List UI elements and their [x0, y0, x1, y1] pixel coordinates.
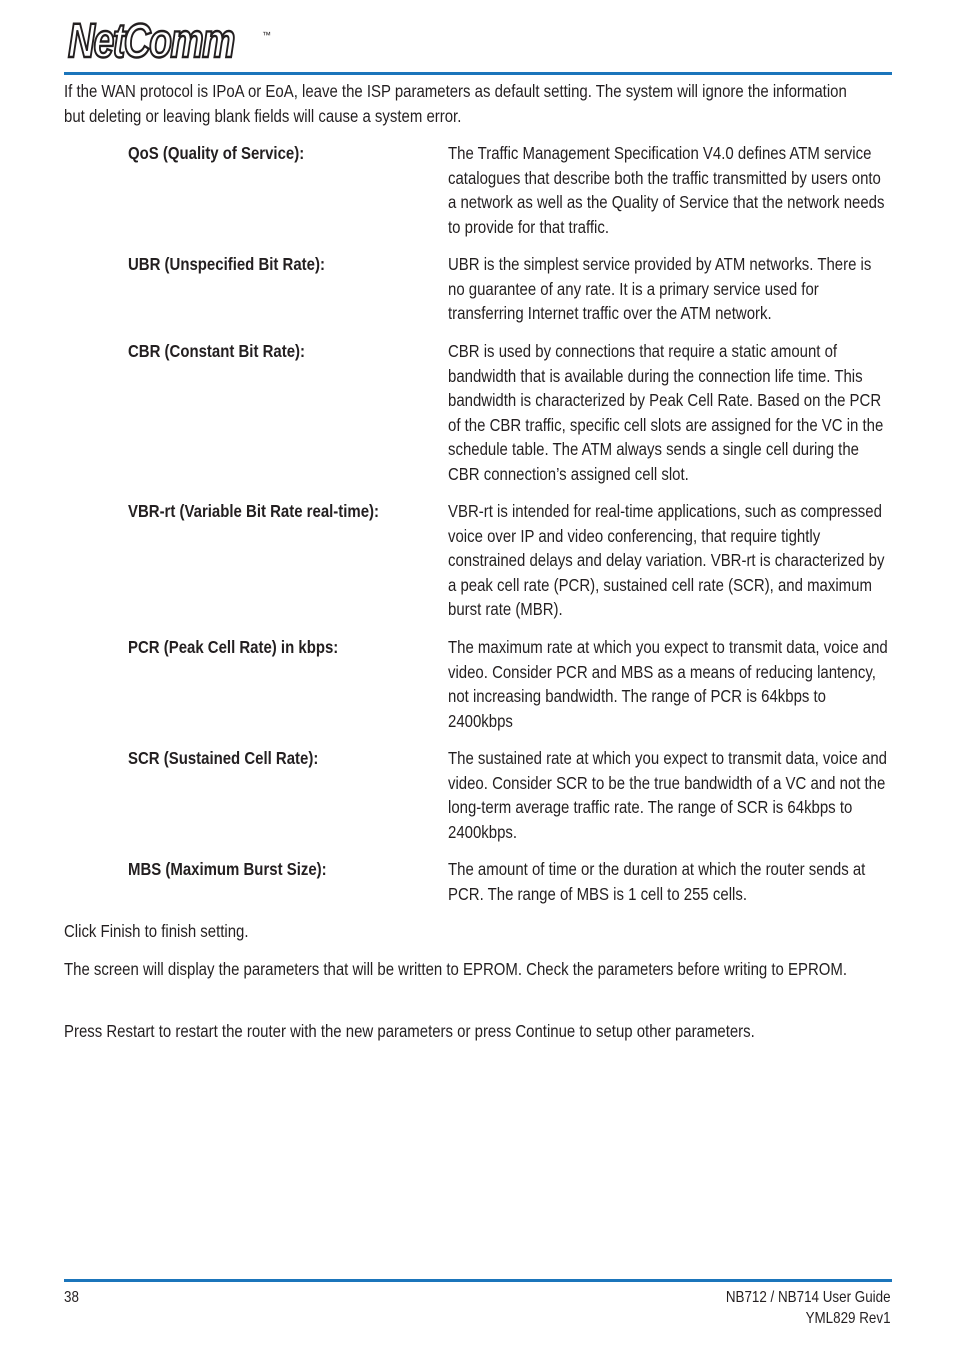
intro-paragraph: If the WAN protocol is IPoA or EoA, leave the ISP parameters as default setting. The system will ignore the information but deleting or leaving blank fields will cause a system error. [64, 81, 847, 126]
trademark-symbol: ™ [262, 30, 271, 40]
eprom-paragraph: The screen will display the parameters that will be written to EPROM. Check the parameters before writing to EPROM. [64, 959, 848, 979]
description-qos: The Traffic Management Specification V4.0 defines ATM service catalogues that describe both the traffic transmitted by users onto a network as well as the Quality of Service that the network needs to provide for that traffic. [448, 143, 885, 237]
header-rule [64, 72, 892, 75]
term-scr: SCR (Sustained Cell Rate): [128, 748, 319, 768]
finish-paragraph: Click Finish to finish setting. [64, 921, 249, 941]
guide-title: NB712 / NB714 User Guide [726, 1289, 891, 1306]
description-scr: The sustained rate at which you expect to transmit data, voice and video. Consider SCR to be the true bandwidth of a VC and not the long-term average traffic rate. The range of SCR is 64kbps to 2400kbps. [448, 748, 887, 842]
footer-document-info [726, 1287, 891, 1329]
description-pcr: The maximum rate at which you expect to transmit data, voice and video. Consider PCR and MBS as a means of reducing lantency, not increasing bandwidth. The range of PCR is 64kbps to 2400kbps [448, 637, 888, 731]
page-number: 38 [64, 1289, 79, 1306]
description-mbs: The amount of time or the duration at which the router sends at PCR. The range of MBS is 1 cell to 255 cells. [448, 859, 866, 904]
term-cbr: CBR (Constant Bit Rate): [128, 341, 305, 361]
term-pcr: PCR (Peak Cell Rate) in kbps: [128, 637, 339, 657]
term-ubr: UBR (Unspecified Bit Rate): [128, 254, 325, 274]
footer-rule [64, 1279, 892, 1282]
revision-code: YML829 Rev1 [806, 1310, 891, 1327]
term-vbr-rt: VBR-rt (Variable Bit Rate real-time): [128, 501, 379, 521]
description-ubr: UBR is the simplest service provided by ATM networks. There is no guarantee of any rate. It is a primary service used for transferring Internet traffic over the ATM network. [448, 254, 872, 324]
restart-paragraph: Press Restart to restart the router with the new parameters or press Continue to setup other parameters. [64, 1021, 755, 1041]
term-qos: QoS (Quality of Service): [128, 143, 305, 163]
description-cbr: CBR is used by connections that require a static amount of bandwidth that is available during the connection life time. This bandwidth is characterized by Peak Cell Rate. Based on the PCR of the CBR traffic, specific cell slots are assigned for the VC in the schedule table. The ATM always sends a single cell during the CBR connection’s assigned cell slot. [448, 341, 884, 484]
term-mbs: MBS (Maximum Burst Size): [128, 859, 327, 879]
description-vbr-rt: VBR-rt is intended for real-time applications, such as compressed voice over IP and video conferencing, that require tightly constrained delays and delay variation. VBR-rt is characterized by a peak cell rate (PCR), sustained cell rate (SCR), and maximum burst rate (MBR). [448, 501, 885, 620]
netcomm-logo: NetComm [68, 15, 234, 68]
